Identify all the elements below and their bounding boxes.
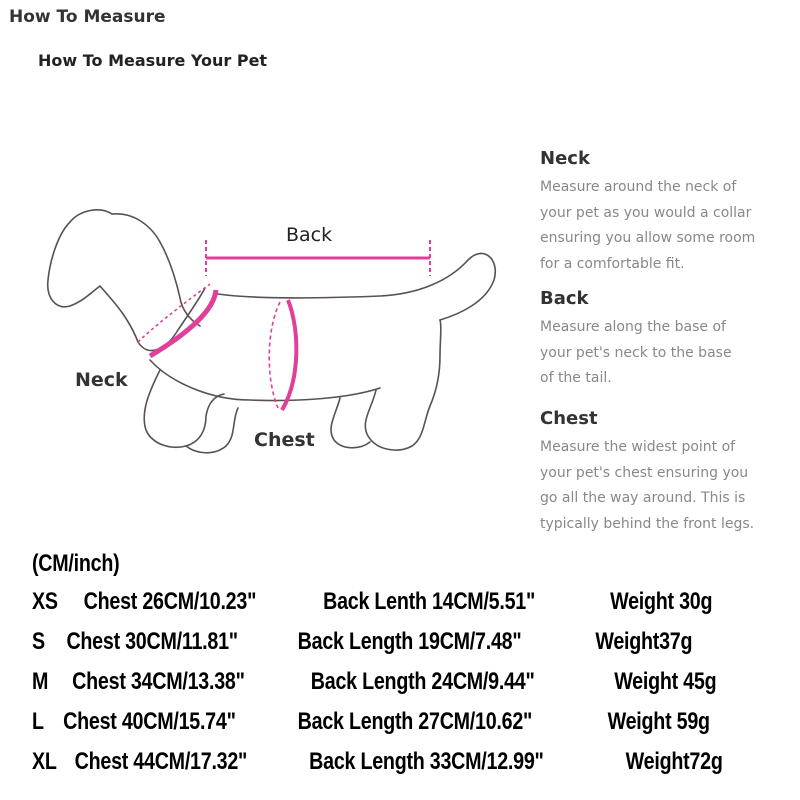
guide-title: How To Measure Your Pet	[38, 51, 268, 70]
dog-back-outline	[218, 253, 495, 320]
dog-head-outline	[48, 210, 205, 351]
size-label: XS	[32, 588, 58, 615]
size-label: M	[32, 668, 49, 695]
back-length-value: Back Length 19CM/7.48"	[297, 628, 522, 655]
neck-instructions-title: Neck	[540, 148, 590, 169]
size-label: L	[32, 708, 44, 735]
chest-instructions	[540, 408, 790, 537]
chest-label: Chest	[254, 429, 315, 451]
size-table	[0, 550, 800, 800]
weight-value: Weight 59g	[607, 708, 710, 735]
chest-value: Chest 26CM/10.23"	[83, 588, 257, 615]
dog-ear-outline	[112, 214, 200, 326]
chest-instructions-text: Measure the widest point of your pet's chest ensuring you go all the way around. This is typically behind the front legs.	[540, 439, 755, 532]
neck-instructions	[540, 148, 790, 277]
weight-value: Weight 30g	[610, 588, 713, 615]
back-instructions-title: Back	[540, 288, 589, 309]
chest-value: Chest 30CM/11.81"	[66, 628, 238, 655]
back-length-value: Back Length 33CM/12.99"	[309, 748, 544, 775]
back-instructions-text: Measure along the base of your pet's neck to the base of the tail.	[540, 319, 732, 386]
back-label: Back	[286, 224, 333, 246]
size-label: XL	[32, 748, 57, 775]
back-length-value: Back Lenth 14CM/5.51"	[323, 588, 536, 615]
neck-label: Neck	[75, 369, 128, 391]
header-title: How To Measure	[9, 7, 166, 27]
size-label: S	[32, 628, 45, 655]
chest-value: Chest 44CM/17.32"	[74, 748, 248, 775]
back-length-value: Back Length 24CM/9.44"	[310, 668, 535, 695]
weight-value: Weight72g	[625, 748, 723, 775]
dog-hind-leg-outline	[365, 320, 441, 450]
chest-measure-band	[282, 300, 296, 410]
chest-instructions-title: Chest	[540, 408, 598, 429]
dog-belly-outline	[150, 360, 380, 401]
weight-value: Weight37g	[595, 628, 693, 655]
chest-value: Chest 34CM/13.38"	[72, 668, 245, 695]
size-table-unit-label: (CM/inch)	[32, 550, 120, 577]
chest-value: Chest 40CM/15.74"	[63, 708, 236, 735]
weight-value: Weight 45g	[614, 668, 717, 695]
neck-instructions-text: Measure around the neck of your pet as you would a collar ensuring you allow some room for a comfortable fit.	[540, 179, 756, 272]
dog-front-leg-outline	[144, 370, 224, 447]
back-instructions	[540, 288, 790, 392]
back-length-value: Back Length 27CM/10.62"	[297, 708, 533, 735]
dog-measure-diagram	[0, 120, 520, 500]
